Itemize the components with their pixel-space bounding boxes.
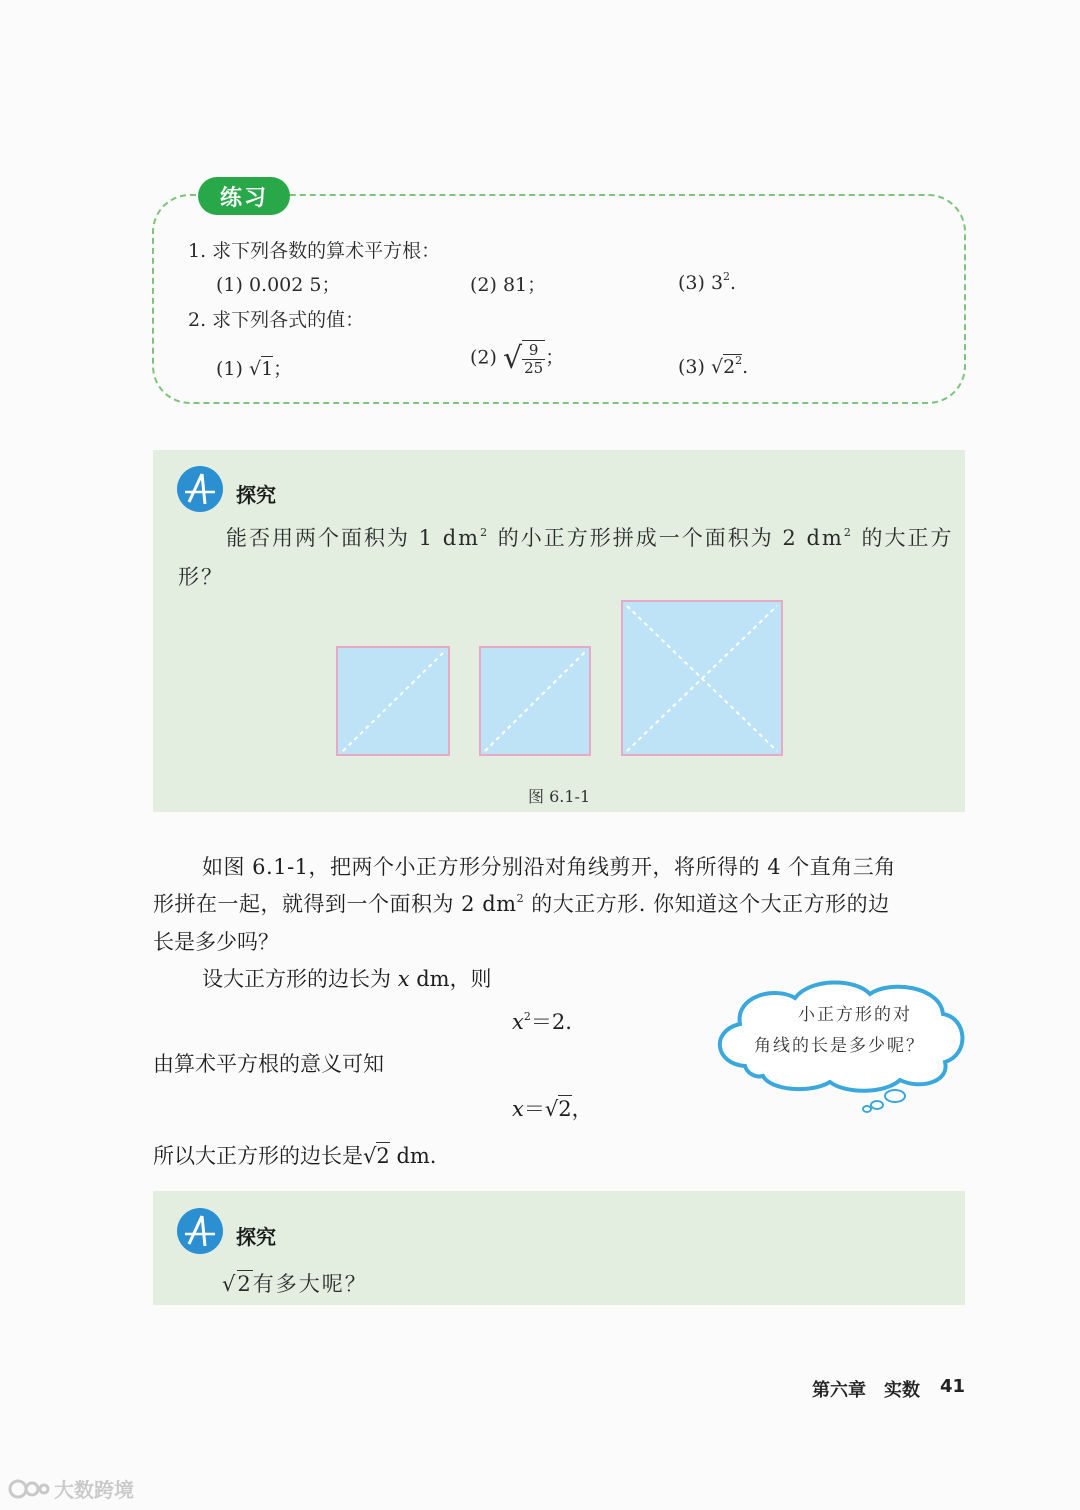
q1-item-2: (2) 81； [470, 274, 547, 296]
question-1: 1. 求下列各数的算术平方根： [188, 240, 441, 262]
q1-item-3: (3) $3^2$. [678, 270, 737, 294]
paragraph-1-line-2: 形拼在一起，就得到一个面积为 2 $dm^2$ 的大正方形. 你知道这个大正方形的边 [153, 892, 890, 916]
watermark-text: 大数跨境 [54, 1478, 134, 1502]
explore-2-question: √2有多大呢？ [222, 1272, 368, 1296]
small-square-left [337, 647, 449, 755]
large-square [622, 601, 782, 755]
paragraph-4: 所以大正方形的边长是√2 dm. [153, 1144, 437, 1168]
q1-item-1: (1) 0.002 5； [216, 274, 341, 296]
explore-compass-icon [177, 1208, 223, 1254]
paragraph-2: 设大正方形的边长为 x dm，则 [202, 967, 492, 991]
watermark [8, 1474, 134, 1503]
explore-title: 探究 [236, 483, 276, 507]
figure-caption: 图 6.1-1 [528, 787, 591, 806]
small-square-middle [480, 647, 590, 755]
explore-question-line-1: 能否用两个面积为 1 $dm^2$ 的小正方形拼成一个面积为 2 $dm^2$ 的大正方 [226, 526, 954, 550]
q2-item-1: (1) √1； [216, 358, 293, 380]
explore-compass-icon [177, 466, 223, 512]
figure-squares [330, 596, 790, 762]
watermark-logo-icon [8, 1477, 50, 1501]
cloud-text-line-1: 小正方形的对 [798, 1005, 912, 1025]
explore-question-line-2: 形？ [178, 565, 224, 589]
page-number: 41 [940, 1376, 966, 1397]
q2-item-2: (2) √ $\frac{9}{25}$ ； [470, 341, 565, 377]
explore-title-2: 探究 [236, 1225, 276, 1249]
question-2: 2. 求下列各式的值： [188, 309, 365, 331]
paragraph-1-line-3: 长是多少吗？ [153, 930, 279, 954]
chapter-label: 第六章 实数 [812, 1380, 920, 1401]
paragraph-3: 由算术平方根的意义可知 [153, 1052, 384, 1076]
equation-1: $x^2=2$. [512, 1010, 572, 1034]
equation-2: x＝√2， [512, 1097, 593, 1121]
practice-tag: 练习 [198, 177, 290, 215]
cloud-text-line-2: 角线的长是多少呢？ [754, 1036, 925, 1056]
paragraph-1-line-1: 如图 6.1-1，把两个小正方形分别沿对角线剪开，将所得的 4 个直角三角 [202, 855, 896, 879]
q2-item-3: (3) $√2^2$. [678, 354, 749, 378]
